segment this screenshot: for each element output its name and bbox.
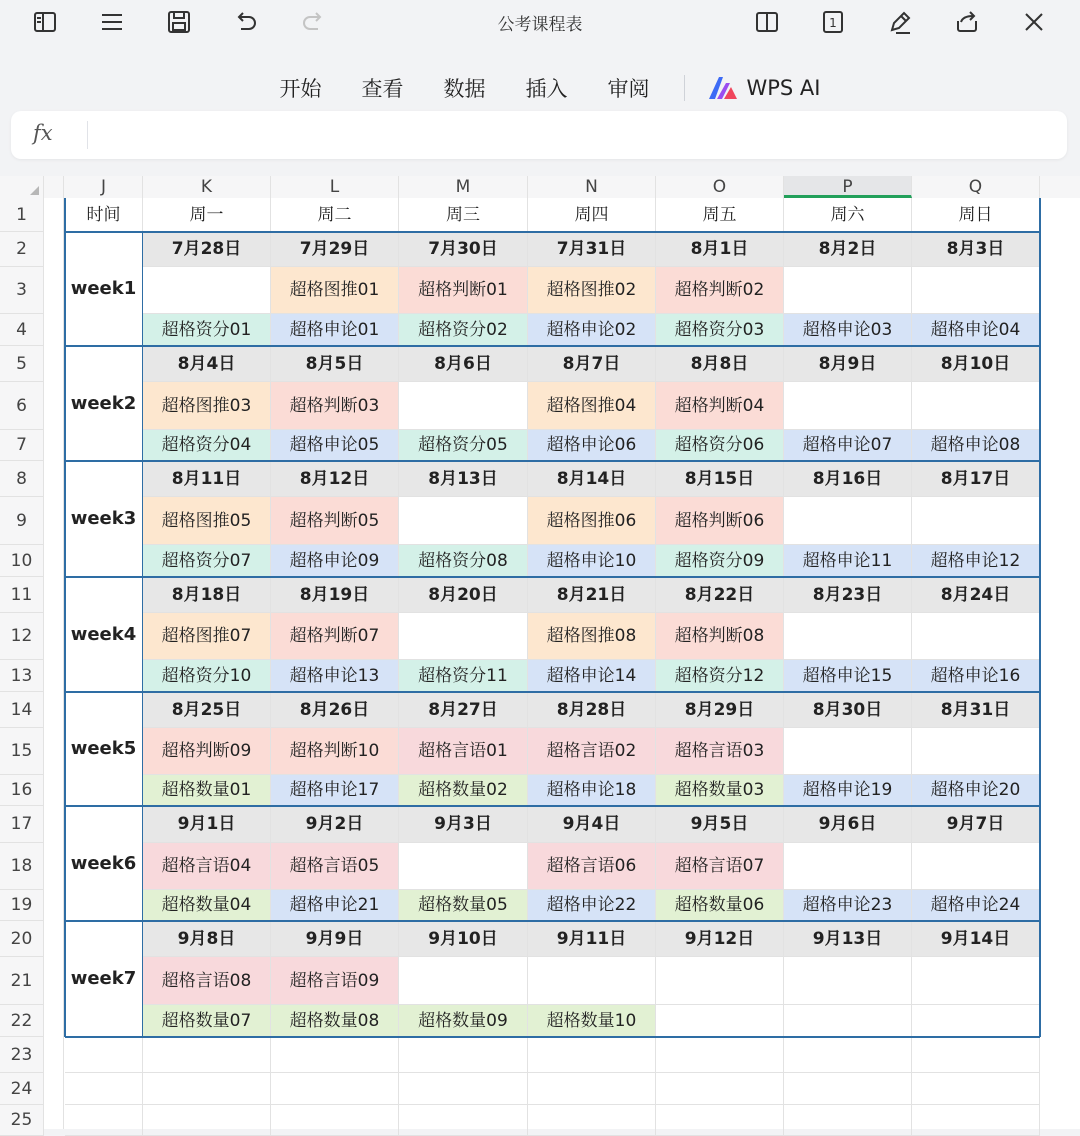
pen-icon[interactable] [882,4,918,40]
header-day-cell[interactable]: 周六 [784,198,912,232]
week-divider-line [65,231,1040,233]
course-cell[interactable]: 超格申论03 [784,314,912,346]
course-cell[interactable]: 超格图推05 [143,497,271,545]
course-cell[interactable]: 超格图推03 [143,382,271,430]
date-cell[interactable]: 8月8日 [656,346,784,382]
course-cell[interactable] [399,382,528,430]
course-cell[interactable]: 超格数量04 [143,890,271,921]
course-cell[interactable] [912,957,1040,1005]
date-cell[interactable]: 9月3日 [399,806,528,843]
week-label-cell[interactable]: week2 [65,346,143,461]
menu-divider [684,75,685,101]
header-day-cell[interactable]: 周三 [399,198,528,232]
column-header-J[interactable]: J [65,176,143,198]
top-toolbar [0,0,1080,44]
course-cell[interactable]: 超格言语03 [656,728,784,775]
close-icon[interactable] [1016,4,1052,40]
week-divider-line [65,576,1040,578]
course-cell[interactable]: 超格申论08 [912,430,1040,461]
empty-cell[interactable] [399,1073,528,1105]
date-cell[interactable]: 8月17日 [912,461,1040,497]
week-divider-line [65,460,1040,462]
course-cell[interactable]: 超格申论12 [912,545,1040,577]
page-count-badge: 1 [829,16,837,30]
date-cell[interactable]: 8月30日 [784,692,912,728]
row-header-3[interactable]: 3 [0,267,44,314]
date-cell[interactable]: 8月11日 [143,461,271,497]
course-cell[interactable]: 超格判断07 [271,613,399,660]
formula-divider [87,121,88,149]
course-cell[interactable] [912,1005,1040,1037]
column-header-P[interactable]: P [784,176,912,198]
date-cell[interactable]: 9月12日 [656,921,784,957]
header-day-cell[interactable]: 周五 [656,198,784,232]
date-cell[interactable]: 8月6日 [399,346,528,382]
course-cell[interactable]: 超格申论15 [784,660,912,692]
menu-tab-insert[interactable]: 插入 [525,77,568,101]
row-header-7[interactable]: 7 [0,430,44,461]
course-cell[interactable] [784,843,912,890]
week-label-cell[interactable]: week1 [65,232,143,346]
row-header-5[interactable]: 5 [0,346,44,382]
date-cell[interactable]: 8月24日 [912,577,1040,613]
course-cell[interactable] [656,1005,784,1037]
course-cell[interactable]: 超格资分06 [656,430,784,461]
row-header-18[interactable]: 18 [0,843,44,890]
course-cell[interactable]: 超格申论01 [271,314,399,346]
column-header-M[interactable]: M [399,176,528,198]
course-cell[interactable]: 超格判断02 [656,267,784,314]
menu-tab-view[interactable]: 查看 [361,77,404,101]
date-cell[interactable]: 8月21日 [528,577,656,613]
empty-cell[interactable] [784,1073,912,1105]
date-cell[interactable]: 8月23日 [784,577,912,613]
row-header-8[interactable]: 8 [0,461,44,497]
header-day-cell[interactable]: 周一 [143,198,271,232]
course-cell[interactable] [784,613,912,660]
date-cell[interactable]: 8月14日 [528,461,656,497]
date-cell[interactable]: 7月31日 [528,232,656,267]
week-label-cell[interactable]: week6 [65,806,143,921]
date-cell[interactable]: 7月29日 [271,232,399,267]
course-cell[interactable] [912,267,1040,314]
week-divider-line [65,920,1040,922]
date-cell[interactable]: 9月1日 [143,806,271,843]
date-cell[interactable]: 8月13日 [399,461,528,497]
course-cell[interactable]: 超格数量05 [399,890,528,921]
row-header-1[interactable]: 1 [0,198,44,232]
course-cell[interactable]: 超格图推01 [271,267,399,314]
course-cell[interactable]: 超格数量02 [399,775,528,806]
table-frame-line [1039,198,1041,1037]
course-cell[interactable]: 超格资分01 [143,314,271,346]
course-cell[interactable] [912,843,1040,890]
course-cell[interactable]: 超格申论21 [271,890,399,921]
course-cell[interactable]: 超格判断10 [271,728,399,775]
column-header-L[interactable]: L [271,176,399,198]
empty-cell[interactable] [143,1105,271,1136]
course-cell[interactable]: 超格言语07 [656,843,784,890]
course-cell[interactable] [399,957,528,1005]
date-cell[interactable]: 9月5日 [656,806,784,843]
column-header-N[interactable]: N [528,176,656,198]
week-label-cell[interactable]: week5 [65,692,143,806]
wps-ai-label: WPS AI [746,76,821,100]
date-cell[interactable]: 7月28日 [143,232,271,267]
course-cell[interactable]: 超格言语05 [271,843,399,890]
date-cell[interactable]: 9月10日 [399,921,528,957]
empty-cell[interactable] [784,1037,912,1073]
header-time-cell[interactable]: 时间 [65,198,143,232]
date-cell[interactable]: 8月22日 [656,577,784,613]
course-cell[interactable]: 超格判断04 [656,382,784,430]
header-day-cell[interactable]: 周二 [271,198,399,232]
course-cell[interactable] [912,382,1040,430]
course-cell[interactable]: 超格数量06 [656,890,784,921]
course-cell[interactable] [784,728,912,775]
spreadsheet-grid [0,176,1080,1129]
course-cell[interactable] [143,267,271,314]
empty-cell[interactable] [912,1037,1040,1073]
row-header-6[interactable]: 6 [0,382,44,430]
date-cell[interactable]: 8月5日 [271,346,399,382]
empty-cell[interactable] [271,1105,399,1136]
split-view-icon[interactable] [749,4,785,40]
wps-ai-button[interactable] [707,75,821,101]
date-cell[interactable]: 8月9日 [784,346,912,382]
course-cell[interactable]: 超格资分09 [656,545,784,577]
table-frame-line [64,198,66,1037]
course-cell[interactable]: 超格图推02 [528,267,656,314]
course-cell[interactable]: 超格申论18 [528,775,656,806]
empty-cell[interactable] [143,1073,271,1105]
course-cell[interactable]: 超格数量01 [143,775,271,806]
row-header-10[interactable]: 10 [0,545,44,577]
course-cell[interactable]: 超格判断05 [271,497,399,545]
week-divider-line [65,805,1040,807]
course-cell[interactable] [399,613,528,660]
date-cell[interactable]: 8月26日 [271,692,399,728]
course-cell[interactable]: 超格申论04 [912,314,1040,346]
empty-cell[interactable] [399,1037,528,1073]
date-cell[interactable]: 8月29日 [656,692,784,728]
date-cell[interactable]: 8月1日 [656,232,784,267]
date-cell[interactable]: 8月27日 [399,692,528,728]
course-cell[interactable] [656,957,784,1005]
week-label-cell[interactable]: week4 [65,577,143,692]
menu-tab-review[interactable]: 审阅 [607,77,650,101]
date-cell[interactable]: 8月4日 [143,346,271,382]
week-label-cell[interactable]: week3 [65,461,143,577]
course-cell[interactable] [528,957,656,1005]
date-cell[interactable]: 8月18日 [143,577,271,613]
row-header-22[interactable]: 22 [0,1005,44,1037]
date-cell[interactable]: 9月9日 [271,921,399,957]
empty-cell[interactable] [656,1037,784,1073]
course-cell[interactable]: 超格判断08 [656,613,784,660]
row-header-15[interactable]: 15 [0,728,44,775]
row-header-21[interactable]: 21 [0,957,44,1005]
course-cell[interactable] [784,497,912,545]
date-cell[interactable]: 9月14日 [912,921,1040,957]
course-cell[interactable]: 超格图推07 [143,613,271,660]
column-header-K[interactable]: K [143,176,271,198]
course-cell[interactable] [784,957,912,1005]
empty-cell[interactable] [528,1073,656,1105]
date-cell[interactable]: 9月2日 [271,806,399,843]
spacer-column [44,176,64,1129]
course-cell[interactable]: 超格申论10 [528,545,656,577]
course-cell[interactable]: 超格申论13 [271,660,399,692]
empty-cell[interactable] [528,1037,656,1073]
week-divider-line [65,1036,1040,1038]
menu-tab-data[interactable]: 数据 [443,77,486,101]
course-cell[interactable]: 超格申论17 [271,775,399,806]
course-cell[interactable] [784,1005,912,1037]
row-header-24[interactable]: 24 [0,1073,44,1105]
course-cell[interactable]: 超格资分10 [143,660,271,692]
course-cell[interactable]: 超格申论23 [784,890,912,921]
week-divider-line [65,345,1040,347]
course-cell[interactable] [399,843,528,890]
course-cell[interactable]: 超格图推04 [528,382,656,430]
course-cell[interactable]: 超格资分11 [399,660,528,692]
week-divider-line [65,691,1040,693]
course-cell[interactable]: 超格数量10 [528,1005,656,1037]
date-cell[interactable]: 9月4日 [528,806,656,843]
row-header-2[interactable]: 2 [0,232,44,267]
course-cell[interactable]: 超格数量09 [399,1005,528,1037]
course-cell[interactable] [912,497,1040,545]
date-cell[interactable]: 9月13日 [784,921,912,957]
course-cell[interactable]: 超格申论02 [528,314,656,346]
date-cell[interactable]: 8月2日 [784,232,912,267]
course-cell[interactable]: 超格申论06 [528,430,656,461]
date-cell[interactable]: 8月16日 [784,461,912,497]
week-label-cell[interactable]: week7 [65,921,143,1037]
date-cell[interactable]: 8月7日 [528,346,656,382]
row-header-19[interactable]: 19 [0,890,44,921]
empty-cell[interactable] [65,1073,143,1105]
course-cell[interactable]: 超格申论05 [271,430,399,461]
course-cell[interactable]: 超格言语01 [399,728,528,775]
course-cell[interactable]: 超格数量08 [271,1005,399,1037]
row-header-11[interactable]: 11 [0,577,44,613]
course-cell[interactable]: 超格数量03 [656,775,784,806]
empty-cell[interactable] [65,1105,143,1136]
select-all-corner[interactable] [0,176,44,198]
course-cell[interactable]: 超格言语04 [143,843,271,890]
row-header-13[interactable]: 13 [0,660,44,692]
course-cell[interactable]: 超格资分02 [399,314,528,346]
course-cell[interactable]: 超格图推06 [528,497,656,545]
date-cell[interactable]: 8月25日 [143,692,271,728]
course-cell[interactable]: 超格言语06 [528,843,656,890]
date-cell[interactable]: 9月11日 [528,921,656,957]
header-day-cell[interactable]: 周四 [528,198,656,232]
course-cell[interactable]: 超格言语08 [143,957,271,1005]
menu-tab-start[interactable]: 开始 [279,77,322,101]
date-cell[interactable]: 8月10日 [912,346,1040,382]
row-header-17[interactable]: 17 [0,806,44,843]
row-header-4[interactable]: 4 [0,314,44,346]
course-cell[interactable]: 超格申论07 [784,430,912,461]
fx-icon: fx [33,121,53,145]
course-cell[interactable]: 超格申论19 [784,775,912,806]
formula-bar [11,111,1067,159]
course-cell[interactable]: 超格资分07 [143,545,271,577]
course-cell[interactable]: 超格资分08 [399,545,528,577]
empty-cell[interactable] [656,1073,784,1105]
date-cell[interactable]: 8月12日 [271,461,399,497]
date-cell[interactable]: 7月30日 [399,232,528,267]
row-header-16[interactable]: 16 [0,775,44,806]
course-cell[interactable]: 超格判断09 [143,728,271,775]
column-header-O[interactable]: O [656,176,784,198]
date-cell[interactable]: 9月8日 [143,921,271,957]
empty-cell[interactable] [784,1105,912,1136]
row-header-14[interactable]: 14 [0,692,44,728]
course-cell[interactable] [399,497,528,545]
date-cell[interactable]: 8月31日 [912,692,1040,728]
empty-cell[interactable] [271,1037,399,1073]
course-cell[interactable]: 超格图推08 [528,613,656,660]
course-cell[interactable]: 超格资分03 [656,314,784,346]
course-cell[interactable] [912,728,1040,775]
date-cell[interactable]: 9月7日 [912,806,1040,843]
date-cell[interactable]: 8月28日 [528,692,656,728]
course-cell[interactable]: 超格数量07 [143,1005,271,1037]
empty-cell[interactable] [912,1073,1040,1105]
empty-cell[interactable] [912,1105,1040,1136]
course-cell[interactable]: 超格判断01 [399,267,528,314]
empty-cell[interactable] [65,1037,143,1073]
date-cell[interactable]: 8月15日 [656,461,784,497]
page-count-icon[interactable] [815,4,851,40]
course-cell[interactable]: 超格判断03 [271,382,399,430]
course-cell[interactable]: 超格言语09 [271,957,399,1005]
row-header-9[interactable]: 9 [0,497,44,545]
empty-cell[interactable] [143,1037,271,1073]
course-cell[interactable]: 超格申论22 [528,890,656,921]
row-header-20[interactable]: 20 [0,921,44,957]
course-cell[interactable]: 超格申论24 [912,890,1040,921]
course-cell[interactable]: 超格资分04 [143,430,271,461]
wps-ai-icon [707,75,739,101]
course-cell[interactable] [784,267,912,314]
course-cell[interactable]: 超格资分05 [399,430,528,461]
course-cell[interactable]: 超格申论20 [912,775,1040,806]
document-title: 公考课程表 [497,15,583,35]
empty-cell[interactable] [656,1105,784,1136]
date-cell[interactable]: 8月20日 [399,577,528,613]
empty-cell[interactable] [528,1105,656,1136]
course-cell[interactable]: 超格申论16 [912,660,1040,692]
row-header-23[interactable]: 23 [0,1037,44,1073]
course-cell[interactable] [912,613,1040,660]
row-header-12[interactable]: 12 [0,613,44,660]
course-cell[interactable]: 超格判断06 [656,497,784,545]
ribbon-menu [0,68,1080,108]
row-header-25[interactable]: 25 [0,1105,44,1136]
course-cell[interactable]: 超格言语02 [528,728,656,775]
date-cell[interactable]: 8月19日 [271,577,399,613]
course-cell[interactable]: 超格资分12 [656,660,784,692]
date-cell[interactable]: 9月6日 [784,806,912,843]
column-header-Q[interactable]: Q [912,176,1040,198]
share-icon[interactable] [949,4,985,40]
course-cell[interactable]: 超格申论11 [784,545,912,577]
date-cell[interactable]: 8月3日 [912,232,1040,267]
empty-cell[interactable] [271,1073,399,1105]
course-cell[interactable]: 超格申论14 [528,660,656,692]
header-day-cell[interactable]: 周日 [912,198,1040,232]
course-cell[interactable] [784,382,912,430]
course-cell[interactable]: 超格申论09 [271,545,399,577]
empty-cell[interactable] [399,1105,528,1136]
